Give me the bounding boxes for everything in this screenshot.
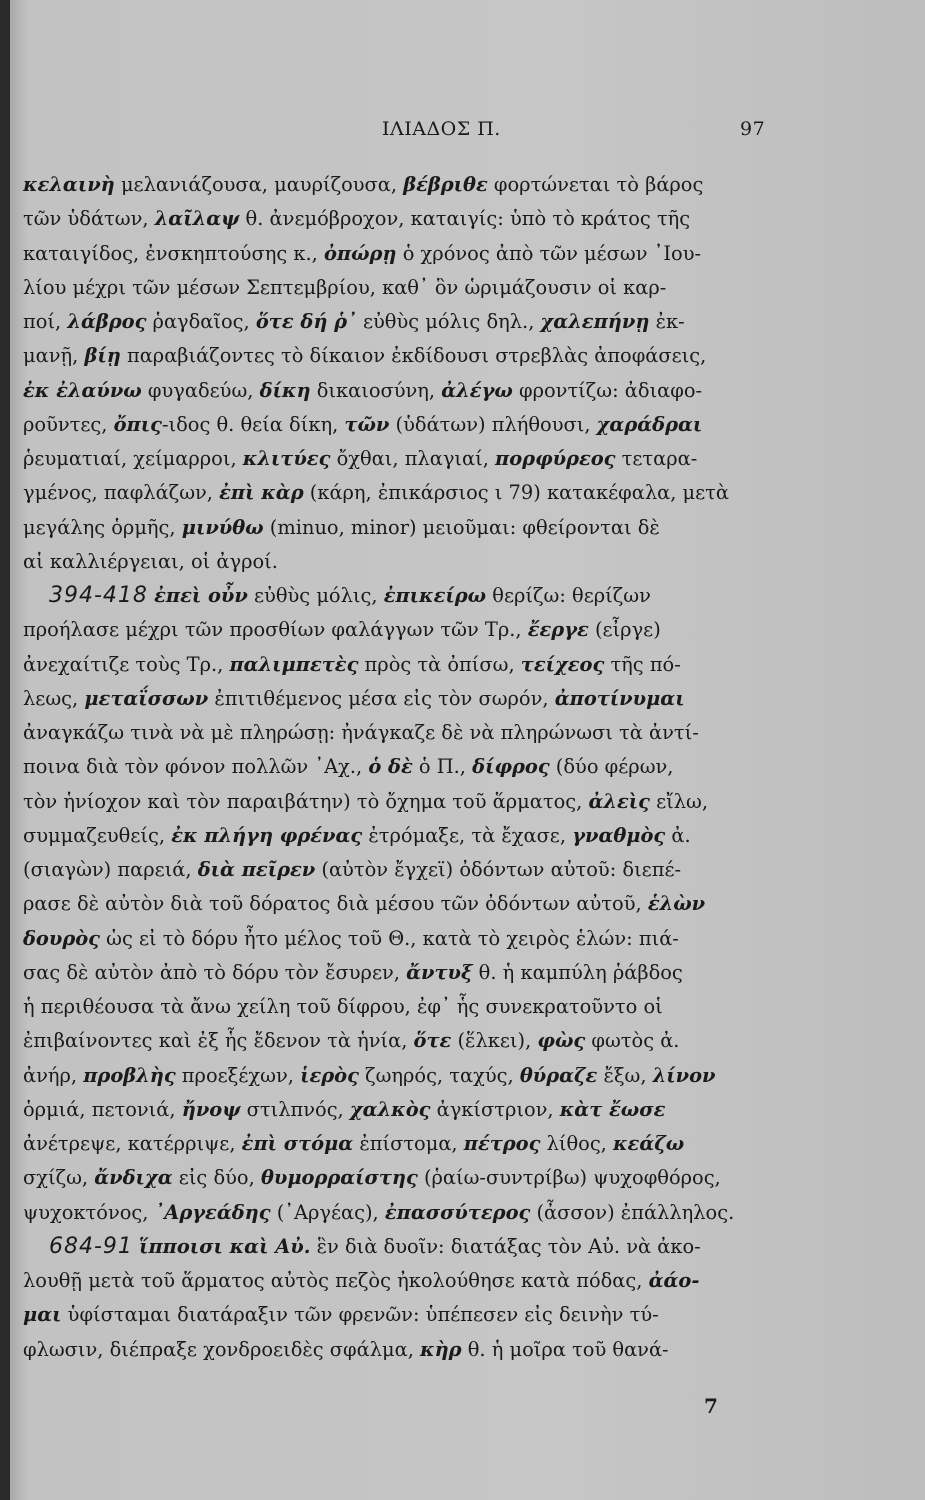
text-line — [23, 853, 773, 887]
lemma: ἐπικείρω — [383, 584, 487, 607]
lemma: κλιτύες — [242, 447, 331, 470]
gloss-text: ποινα διὰ τὸν φόνον πολλῶν ᾿Αχ., — [23, 755, 369, 779]
lemma: παλιμπετὲς — [229, 652, 359, 676]
gloss-text: γμένος, παφλάζων, — [23, 481, 220, 505]
gloss-text: ροῦντες, — [23, 412, 114, 436]
gloss-text: ῥαγδαῖος, — [146, 310, 256, 333]
gloss-text: ἐτρόμαξε, τὰ ἔχασε, — [362, 823, 573, 847]
text-line — [23, 1093, 773, 1127]
lemma: ἀάο- — [648, 1269, 700, 1292]
gloss-text: τῶν ὑδάτων, — [23, 207, 155, 231]
lemma: θύραζε — [519, 1063, 598, 1087]
gloss-text: ἀναγκάζω τινὰ νὰ μὲ πληρώσῃ: ἠνάγκαζε δὲ νὰ πληρώνωσι τὰ ἀντί- — [23, 721, 699, 744]
lemma: ἀλεὶς — [588, 789, 650, 813]
lemma: χαλεπήνῃ — [540, 310, 650, 333]
text-line — [23, 990, 773, 1024]
gloss-text: εἴλω, — [649, 789, 709, 813]
gloss-text: παραβιάζοντες τὸ δίκαιον ἐκδίδουσι στρεβλὰς ἀποφάσεις, — [120, 344, 707, 368]
text-line — [23, 716, 773, 750]
gloss-text: θ. ἀνεμόβροχον, καταιγίς: ὑπὸ τὸ κράτος τῆς — [239, 207, 691, 231]
lemma: ἐπὶ κὰρ — [219, 481, 304, 505]
gloss-text: -ιδος θ. θεία δίκη, — [161, 412, 345, 436]
text-line — [23, 168, 773, 202]
lemma: ἤνοψ — [181, 1097, 241, 1121]
lemma: ἀποτίνυμαι — [554, 686, 685, 710]
lemma: τείχεος — [520, 652, 605, 676]
lemma: ἵπποισι καὶ Αὐ. — [139, 1234, 311, 1258]
gloss-text: λεως, — [23, 686, 85, 710]
lemma: ἐκ ἐλαύνω — [23, 378, 142, 402]
gloss-text: ἡ περιθέουσα τὰ ἄνω χείλη τοῦ δίφρου, ἐφ᾿ ἧς συνεκρατοῦντο οἱ — [23, 995, 663, 1018]
lemma: ἐπὶ στόμα — [241, 1132, 354, 1155]
lemma: λάβρος — [67, 310, 147, 333]
verse-reference: 684-91 — [49, 1233, 133, 1259]
gloss-text: ἀνέτρεψε, κατέρριψε, — [23, 1132, 242, 1155]
page-number: 97 — [740, 118, 766, 140]
lemma: βέβριθε — [403, 173, 488, 196]
lemma: ἑλὼν — [647, 892, 706, 916]
lemma: λίνον — [652, 1063, 716, 1087]
gloss-text: ψυχοκτόνος, — [23, 1200, 155, 1224]
gloss-text: λουθῇ μετὰ τοῦ ἅρματος αὐτὸς πεζὸς ἠκολούθησε κατὰ πόδας, — [23, 1269, 649, 1292]
gloss-text: (σιαγὼν) παρειά, — [23, 858, 198, 881]
gloss-text: ἐπίστομα, — [353, 1132, 464, 1155]
text-line — [23, 1298, 773, 1332]
printer-signature: 7 — [704, 1394, 718, 1418]
gloss-text: μανῇ, — [23, 344, 85, 368]
text-line — [23, 956, 773, 990]
gloss-text: εὐθὺς μόλις δηλ., — [356, 310, 541, 333]
book-gutter — [0, 0, 10, 1500]
lemma: θυμορραίστης — [260, 1166, 418, 1190]
text-line — [23, 682, 773, 716]
gloss-text: ἔξω, — [597, 1063, 653, 1087]
text-line — [23, 545, 773, 579]
text-line — [23, 271, 773, 305]
text-line — [23, 476, 773, 510]
lemma: γναθμὸς — [572, 823, 666, 847]
gloss-text: πρὸς τὰ ὀπίσω, — [358, 652, 521, 676]
lemma: ἄνδιχα — [94, 1166, 173, 1190]
gloss-text: ἀνήρ, — [23, 1063, 84, 1087]
gloss-text: λίου μέχρι τῶν μέσων Σεπτεμβρίου, καθ᾿ ὃν ὡριμάζουσιν οἱ καρ- — [23, 275, 667, 299]
text-line — [23, 750, 773, 784]
gloss-text: (δύο φέρων, — [549, 755, 674, 779]
gloss-text: λίθος, — [540, 1132, 614, 1155]
text-line — [23, 408, 773, 442]
gloss-text: (ἆσσον) ἐπάλληλος. — [530, 1200, 735, 1224]
text-line — [23, 819, 773, 853]
gloss-text: τεταρα- — [615, 447, 698, 470]
lemma: ἱερὸς — [300, 1063, 359, 1087]
gloss-text: ἀνεχαίτιζε τοὺς Τρ., — [23, 652, 230, 676]
text-line — [23, 511, 773, 545]
gloss-text: ὑφίσταμαι διατάραξιν τῶν φρενῶν: ὑπέπεσεν εἰς δεινὴν τύ- — [61, 1303, 659, 1327]
text-line — [23, 785, 773, 819]
gloss-text: συμμαζευθείς, — [23, 823, 172, 847]
gloss-text: τὸν ἡνίοχον καὶ τὸν παραιβάτην) τὸ ὄχημα τοῦ ἅρματος, — [23, 789, 589, 813]
gloss-text: ποί, — [23, 310, 68, 333]
gloss-text: προεξέχων, — [175, 1063, 301, 1087]
gloss-text: εἰς δύο, — [172, 1166, 261, 1190]
gloss-text: ὡς εἰ τὸ δόρυ ἦτο μέλος τοῦ Θ., κατὰ τὸ χειρὸς ἑλών: πιά- — [99, 926, 679, 950]
gloss-text: τῆς πό- — [604, 652, 681, 676]
gloss-text: σχίζω, — [23, 1166, 95, 1190]
gloss-text: μελανιάζουσα, μαυρίζουσα, — [114, 173, 404, 196]
gloss-text: (εἶργε) — [588, 618, 661, 642]
text-line — [23, 237, 773, 271]
lemma: ὀπώρῃ — [323, 241, 397, 265]
lemma: τῶν — [344, 412, 390, 436]
gloss-text: φωτὸς ἀ. — [585, 1029, 680, 1053]
text-line — [23, 613, 773, 647]
text-line — [23, 202, 773, 236]
text-line — [23, 1161, 773, 1195]
lemma: ἄντυξ — [406, 960, 473, 984]
lemma: ὅτε — [413, 1029, 452, 1053]
text-line — [23, 339, 773, 373]
verse-reference: 394-418 — [49, 583, 148, 608]
gloss-text: προήλασε μέχρι τῶν προσθίων φαλάγγων τῶν Τρ., — [23, 618, 528, 642]
gloss-text: (ἕλκει), — [451, 1029, 538, 1053]
text-line — [23, 374, 773, 408]
gloss-text: αἱ καλλιέργειαι, οἱ ἀγροί. — [23, 549, 278, 573]
lemma: ἐπεὶ οὖν — [154, 584, 248, 607]
lemma: ὅτε δή ῥ᾿ — [255, 310, 357, 333]
running-title: ΙΛΙΑΔΟΣ Π. — [382, 118, 501, 140]
lemma: ἐπασσύτερος — [384, 1200, 531, 1224]
gloss-text: δικαιοσύνη, — [310, 378, 442, 402]
running-header — [0, 118, 925, 148]
text-line — [23, 1127, 773, 1161]
text-line — [23, 442, 773, 476]
gloss-text: ἀ. — [665, 823, 691, 847]
text-line — [23, 1024, 773, 1058]
lemma: λαῖλαψ — [154, 207, 240, 231]
lemma: χαράδραι — [596, 412, 703, 436]
text-line — [23, 1196, 773, 1230]
text-line — [23, 922, 773, 956]
gloss-text: φροντίζω: ἀδιαφο- — [512, 378, 703, 402]
gloss-text: μεγάλης ὁρμῆς, — [23, 515, 182, 539]
gloss-text: καταιγίδος, ἐνσκηπτούσης κ., — [23, 241, 324, 265]
text-line — [23, 887, 773, 921]
gloss-text: ἐπιτιθέμενος μέσα εἰς τὸν σωρόν, — [208, 686, 555, 710]
lemma: διὰ πεῖρεν — [197, 858, 316, 881]
gloss-text: ὄχθαι, πλαγιαί, — [330, 447, 496, 470]
text-line — [23, 1264, 773, 1298]
text-line — [23, 305, 773, 339]
lemma: χαλκὸς — [349, 1097, 431, 1121]
lemma: κεάζω — [613, 1132, 685, 1155]
lemma: κελαινὴ — [23, 173, 115, 196]
gloss-text: εὐθὺς μόλις, — [247, 584, 384, 607]
lemma: δίκη — [259, 378, 311, 402]
lemma: φὼς — [537, 1029, 586, 1053]
lemma: ᾿Αργεάδης — [154, 1200, 271, 1224]
lemma: μαι — [23, 1303, 62, 1327]
gloss-text: (ῥαίω-συντρίβω) ψυχοφθόρος, — [417, 1166, 721, 1190]
gloss-text: ζωηρός, ταχύς, — [358, 1063, 520, 1087]
gloss-text: φυγαδεύω, — [141, 378, 260, 402]
lemma: ἐκ πλήγη φρένας — [171, 823, 363, 847]
gloss-text: ἐπιβαίνοντες καὶ ἐξ ἧς ἔδενον τὰ ἡνία, — [23, 1029, 414, 1053]
lemma: πορφύρεος — [495, 447, 616, 470]
lemma: δίφρος — [472, 755, 550, 779]
lemma: δουρὸς — [23, 926, 100, 950]
lemma: προβλὴς — [83, 1063, 176, 1087]
text-line — [23, 579, 773, 613]
lemma: ἀλέγω — [441, 378, 513, 402]
gloss-text: ὁ Π., — [412, 755, 473, 779]
lemma: μεταΐσσων — [84, 686, 209, 710]
gloss-text: (᾿Αργέας), — [270, 1200, 385, 1224]
lemma: μινύθω — [181, 515, 264, 539]
gloss-text: (ὑδάτων) πλήθουσι, — [389, 412, 597, 436]
gloss-text: (αὐτὸν ἔγχεϊ) ὀδόντων αὐτοῦ: διεπέ- — [315, 858, 682, 881]
gloss-text: θ. ἡ μοῖρα τοῦ θανά- — [461, 1337, 669, 1361]
lemma: κὰτ ἔωσε — [559, 1097, 666, 1121]
gloss-text: ὁρμιά, πετονιά, — [23, 1097, 182, 1121]
text-line — [23, 1059, 773, 1093]
lemma: βίῃ — [84, 344, 121, 368]
gloss-text: ἐκ- — [649, 310, 685, 333]
text-line — [23, 1230, 773, 1264]
gloss-text: σας δὲ αὐτὸν ἀπὸ τὸ δόρυ τὸν ἔσυρεν, — [23, 960, 407, 984]
lemma: ὁ δὲ — [368, 755, 413, 779]
lemma: ἔεργε — [527, 618, 589, 642]
gloss-text: φλωσιν, διέπραξε χονδροειδὲς σφάλμα, — [23, 1337, 421, 1361]
lemma: κὴρ — [420, 1337, 462, 1361]
gloss-text: θερίζω: θερίζων — [486, 584, 651, 607]
gloss-text: ὁ χρόνος ἀπὸ τῶν μέσων ᾿Ιου- — [396, 241, 702, 265]
gloss-text: ἀγκίστριον, — [430, 1097, 560, 1121]
gloss-text: ἓν διὰ δυοῖν: διατάξας τὸν Αὐ. νὰ ἀκο- — [310, 1234, 701, 1258]
gloss-text: θ. ἡ καμπύλη ῥάβδος — [472, 960, 683, 984]
text-line — [23, 1333, 773, 1367]
gloss-text: ῥευματιαί, χείμαρροι, — [23, 447, 243, 470]
gloss-text: φορτώνεται τὸ βάρος — [487, 173, 704, 196]
text-line — [23, 648, 773, 682]
gloss-text: στιλπνός, — [240, 1097, 350, 1121]
lemma: ὄπις — [113, 412, 162, 436]
gloss-text: (κάρη, ἐπικάρσιος ι 79) κατακέφαλα, μετὰ — [303, 481, 730, 505]
commentary-text — [23, 168, 773, 1367]
gloss-text: ρασε δὲ αὐτὸν διὰ τοῦ δόρατος διὰ μέσου τῶν ὀδόντων αὐτοῦ, — [23, 892, 648, 916]
lemma: πέτρος — [463, 1132, 541, 1155]
gloss-text: (minuo, minor) μειοῦμαι: φθείρονται δὲ — [263, 515, 660, 539]
